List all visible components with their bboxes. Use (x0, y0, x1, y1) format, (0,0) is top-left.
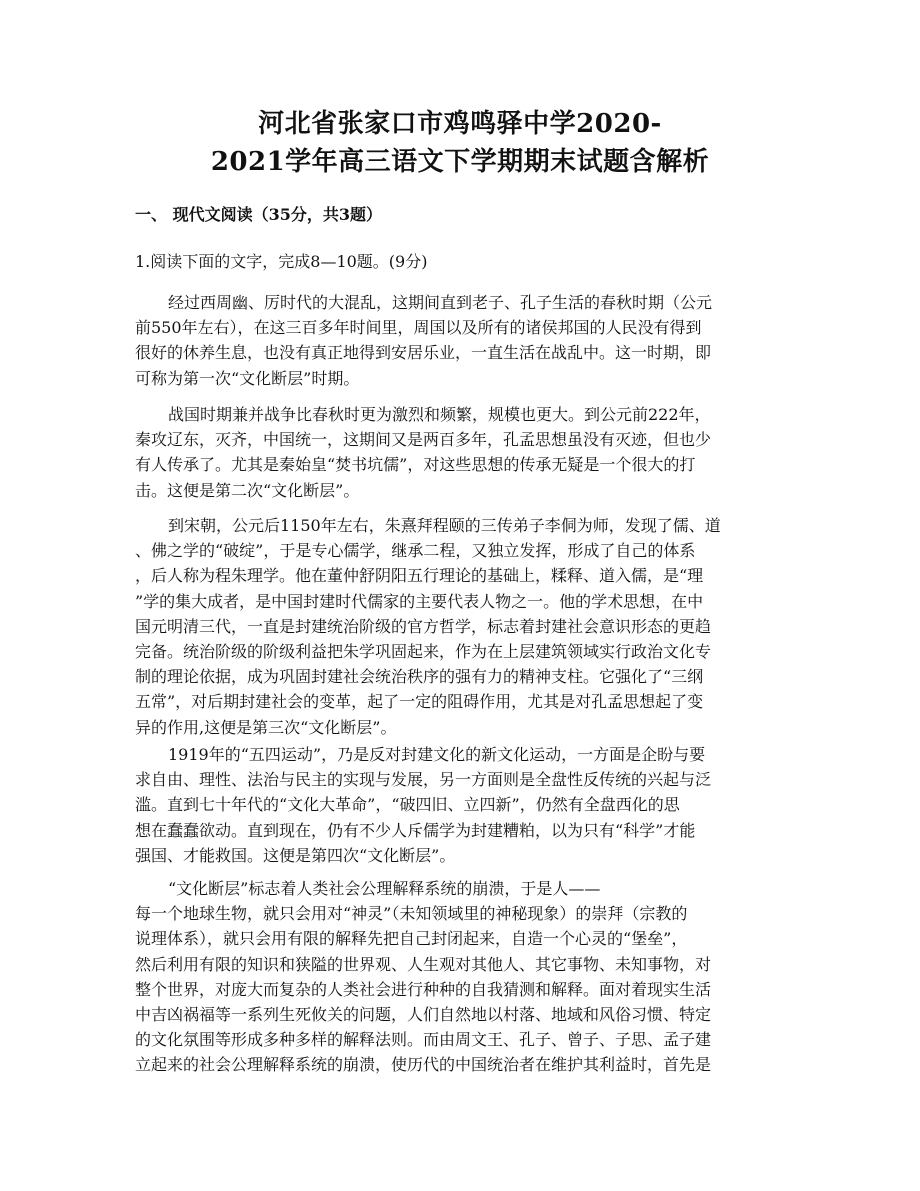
paragraph-line: 很好的休养生息，也没有真正地得到安居乐业，一直生活在战乱中。这一时期，即 (135, 343, 712, 363)
paragraph-line: 五常”，对后期封建社会的变革，起了一定的阻碍作用，尤其是对孔孟思想起了变 (135, 692, 704, 712)
paragraph-line: 战国时期兼并战争比春秋时更为激烈和频繁，规模也更大。到公元前222年， (168, 405, 711, 424)
paragraph-line: 说理体系），就只会用有限的解释先把自己封闭起来，自造一个心灵的“堡垒”， (135, 929, 688, 949)
paragraph-line: 立起来的社会公理解释系统的崩溃，使历代的中国统治者在维护其利益时，首先是 (135, 1055, 712, 1075)
paragraph-line: 击。这便是第二次“文化断层”。 (135, 480, 360, 500)
paragraph-line: 整个世界，对庞大而复杂的人类社会进行种种的自我猜测和解释。面对着现实生活 (135, 979, 712, 999)
paragraph-line: 到宋朝，公元后1150年左右，朱熹拜程颐的三传弟子李侗为师，发现了儒、道 (168, 516, 721, 535)
paragraph-line: 滥。直到七十年代的“文化大革命”，“破四旧、立四新”，仍然有全盘西化的思 (135, 795, 680, 815)
paragraph-line: 强国、才能救国。这便是第四次“文化断层”。 (135, 845, 456, 865)
paragraph-3 (135, 513, 785, 740)
paragraph-line: ，后人称为程朱理学。他在董仲舒阴阳五行理论的基础上，糅释、道入儒，是“理 (135, 566, 704, 586)
paragraph-line: 制的理论依据，成为巩固封建社会统治秩序的强有力的精神支柱。它强化了“三纲 (135, 667, 704, 687)
paragraph-5 (135, 876, 785, 1078)
paragraph-line: 每一个地球生物，就只会用对“神灵”（未知领域里的神秘现象）的崇拜（宗教的 (135, 904, 688, 924)
paragraph-line: 可称为第一次“文化断层”时期。 (135, 368, 360, 388)
paragraph-4 (135, 742, 785, 868)
paragraph-line: 有人传承了。尤其是秦始皇“焚书坑儒”，对这些思想的传承无疑是一个很大的打 (135, 455, 696, 475)
paragraph-line: “文化断层”标志着人类社会公理解释系统的崩溃，于是人—— (168, 879, 601, 898)
paragraph-line: 异的作用,这便是第三次“文化断层”。 (135, 717, 397, 737)
paragraph-line: 然后利用有限的知识和狭隘的世界观、人生观对其他人、其它事物、未知事物，对 (135, 954, 712, 974)
paragraph-2 (135, 402, 785, 503)
paragraph-line: 前550年左右），在这三百多年时间里，周国以及所有的诸侯邦国的人民没有得到 (135, 318, 702, 338)
question-prompt: 1.阅读下面的文字，完成8—10题。(9分) (135, 252, 428, 271)
paragraph-1 (135, 290, 785, 391)
section-heading: 一、 现代文阅读（35分，共3题） (135, 205, 382, 224)
paragraph-line: 求自由、理性、法治与民主的实现与发展，另一方面则是全盘性反传统的兴起与泛 (135, 770, 712, 790)
paragraph-line: 国元明清三代，一直是封建统治阶级的官方哲学，标志着封建社会意识形态的更趋 (135, 616, 712, 636)
paragraph-line: 中吉凶祸福等一系列生死攸关的问题，人们自然地以村落、地域和风俗习惯、特定 (135, 1005, 712, 1025)
paragraph-line: 1919年的“五四运动”，乃是反对封建文化的新文化运动，一方面是企盼与要 (168, 745, 706, 764)
paragraph-line: 经过西周幽、厉时代的大混乱，这期间直到老子、孔子生活的春秋时期（公元 (168, 293, 713, 312)
document-title-line-2: 2021学年高三语文下学期期末试题含解析 (210, 147, 710, 177)
paragraph-line: 、佛之学的“破绽”，于是专心儒学，继承二程，又独立发挥，形成了自己的体系 (135, 541, 696, 561)
document-title-line-1: 河北省张家口市鸡鸣驿中学2020- (258, 109, 662, 139)
paragraph-line: 想在蠢蠢欲动。直到现在，仍有不少人斥儒学为封建糟粕，以为只有“科学”才能 (135, 820, 696, 840)
paragraph-line: 秦攻辽东，灭齐，中国统一，这期间又是两百多年，孔孟思想虽没有灭迹，但也少 (135, 430, 712, 450)
paragraph-line: 的文化氛围等形成多种多样的解释法则。而由周文王、孔子、曾子、子思、孟子建 (135, 1030, 712, 1050)
paragraph-line: ”学的集大成者，是中国封建时代儒家的主要代表人物之一。他的学术思想，在中 (135, 591, 704, 611)
paragraph-line: 完备。统治阶级的阶级利益把朱学巩固起来，作为在上层建筑领域实行政治文化专 (135, 642, 712, 662)
